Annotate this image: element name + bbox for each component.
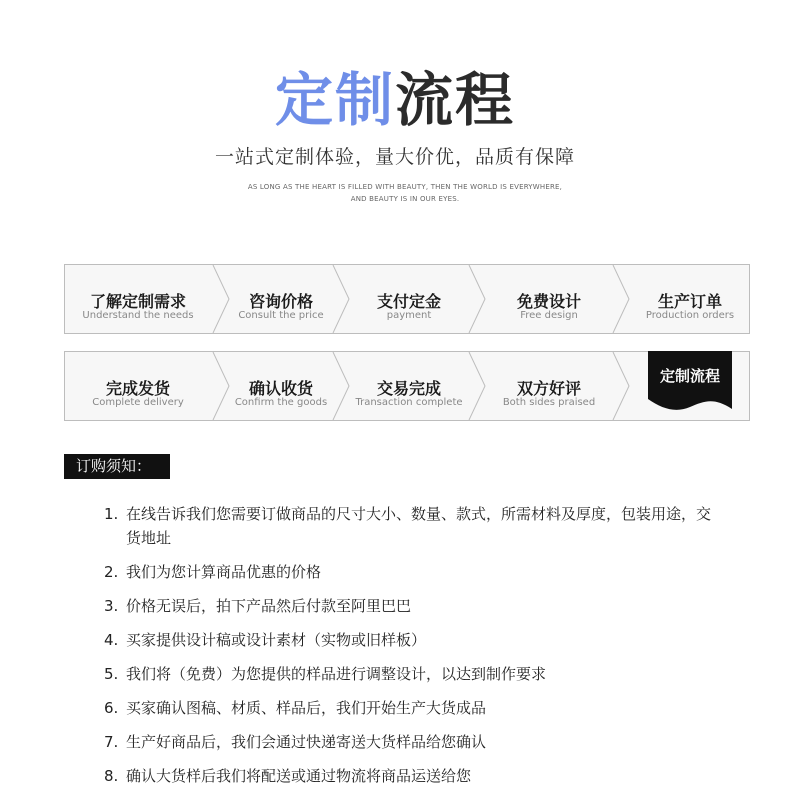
item-number: 4. <box>104 631 119 649</box>
step-title: 支付定金 <box>376 292 441 311</box>
tagline-line-2: AND BEAUTY IS IN OUR EYES. <box>350 195 460 203</box>
item-number: 5. <box>104 665 119 683</box>
step-subtitle: Production orders <box>645 310 735 321</box>
item-number: 2. <box>104 563 119 581</box>
item-text: 价格无误后，拍下产品然后付款至阿里巴巴 <box>126 597 412 615</box>
item-text: 我们将（免费）为您提供的样品进行调整设计，以达到制作要求 <box>126 665 547 683</box>
list-item <box>104 502 724 550</box>
list-item <box>104 628 724 652</box>
item-number: 7. <box>104 733 119 751</box>
step-free-design <box>487 265 611 333</box>
chevron-right-icon <box>331 265 351 333</box>
step-subtitle: Consult the price <box>238 310 324 321</box>
step-title: 确认收货 <box>248 379 313 398</box>
item-text: 买家提供设计稿或设计素材（实物或旧样板） <box>126 631 427 649</box>
list-item <box>104 730 724 754</box>
list-item <box>104 662 724 686</box>
tagline <box>0 181 790 205</box>
chevron-right-icon <box>467 352 487 420</box>
title-part-2: 流程 <box>395 66 516 134</box>
step-title: 生产订单 <box>657 292 722 311</box>
step-title: 双方好评 <box>516 379 581 398</box>
step-confirm-goods <box>231 352 331 420</box>
step-title: 咨询价格 <box>248 292 313 311</box>
item-number: 8. <box>104 767 119 785</box>
chevron-right-icon <box>331 352 351 420</box>
process-row-1 <box>64 264 750 334</box>
chevron-right-icon <box>611 352 631 420</box>
step-subtitle: Both sides praised <box>502 397 596 408</box>
step-subtitle: Free design <box>520 310 578 321</box>
item-number: 3. <box>104 597 119 615</box>
process-badge-label: 定制流程 <box>659 367 720 385</box>
item-text: 在线告诉我们您需要订做商品的尺寸大小、数量、款式，所需材料及厚度，包装用途，交货地址 <box>126 505 712 547</box>
step-consult-price <box>231 265 331 333</box>
list-item <box>104 594 724 618</box>
notice-list <box>104 502 724 798</box>
title-part-1: 定制 <box>274 66 395 134</box>
item-text: 确认大货样后我们将配送或通过物流将商品运送给您 <box>126 767 472 785</box>
step-production-orders <box>631 265 749 333</box>
step-title: 完成发货 <box>105 379 170 398</box>
item-text: 买家确认图稿、材质、样品后，我们开始生产大货成品 <box>126 699 487 717</box>
step-subtitle: Confirm the goods <box>234 397 328 408</box>
step-subtitle: Understand the needs <box>82 310 194 321</box>
chevron-right-icon <box>211 352 231 420</box>
item-text: 我们为您计算商品优惠的价格 <box>126 563 322 581</box>
step-subtitle: Complete delivery <box>92 397 184 408</box>
step-subtitle: payment <box>386 310 432 321</box>
step-transaction-complete <box>351 352 467 420</box>
chevron-right-icon <box>211 265 231 333</box>
step-understand-needs <box>65 265 211 333</box>
step-title: 交易完成 <box>376 379 441 398</box>
item-number: 1. <box>104 505 119 523</box>
list-item <box>104 764 724 788</box>
item-text: 生产好商品后，我们会通过快递寄送大货样品给您确认 <box>126 733 487 751</box>
step-both-praised <box>487 352 611 420</box>
item-number: 6. <box>104 699 119 717</box>
page-title <box>0 68 790 132</box>
notice-heading: 订购须知： <box>64 454 170 479</box>
page-subtitle: 一站式定制体验，量大价优，品质有保障 <box>214 146 575 168</box>
chevron-right-icon <box>611 265 631 333</box>
tagline-line-1: AS LONG AS THE HEART IS FILLED WITH BEAUTY, THEN THE WORLD IS EVERYWHERE, <box>247 183 563 191</box>
step-title: 了解定制需求 <box>89 292 186 311</box>
list-item <box>104 696 724 720</box>
step-complete-delivery <box>65 352 211 420</box>
list-item <box>104 560 724 584</box>
step-payment <box>351 265 467 333</box>
step-title: 免费设计 <box>516 292 581 311</box>
step-subtitle: Transaction complete <box>355 397 463 408</box>
chevron-right-icon <box>467 265 487 333</box>
